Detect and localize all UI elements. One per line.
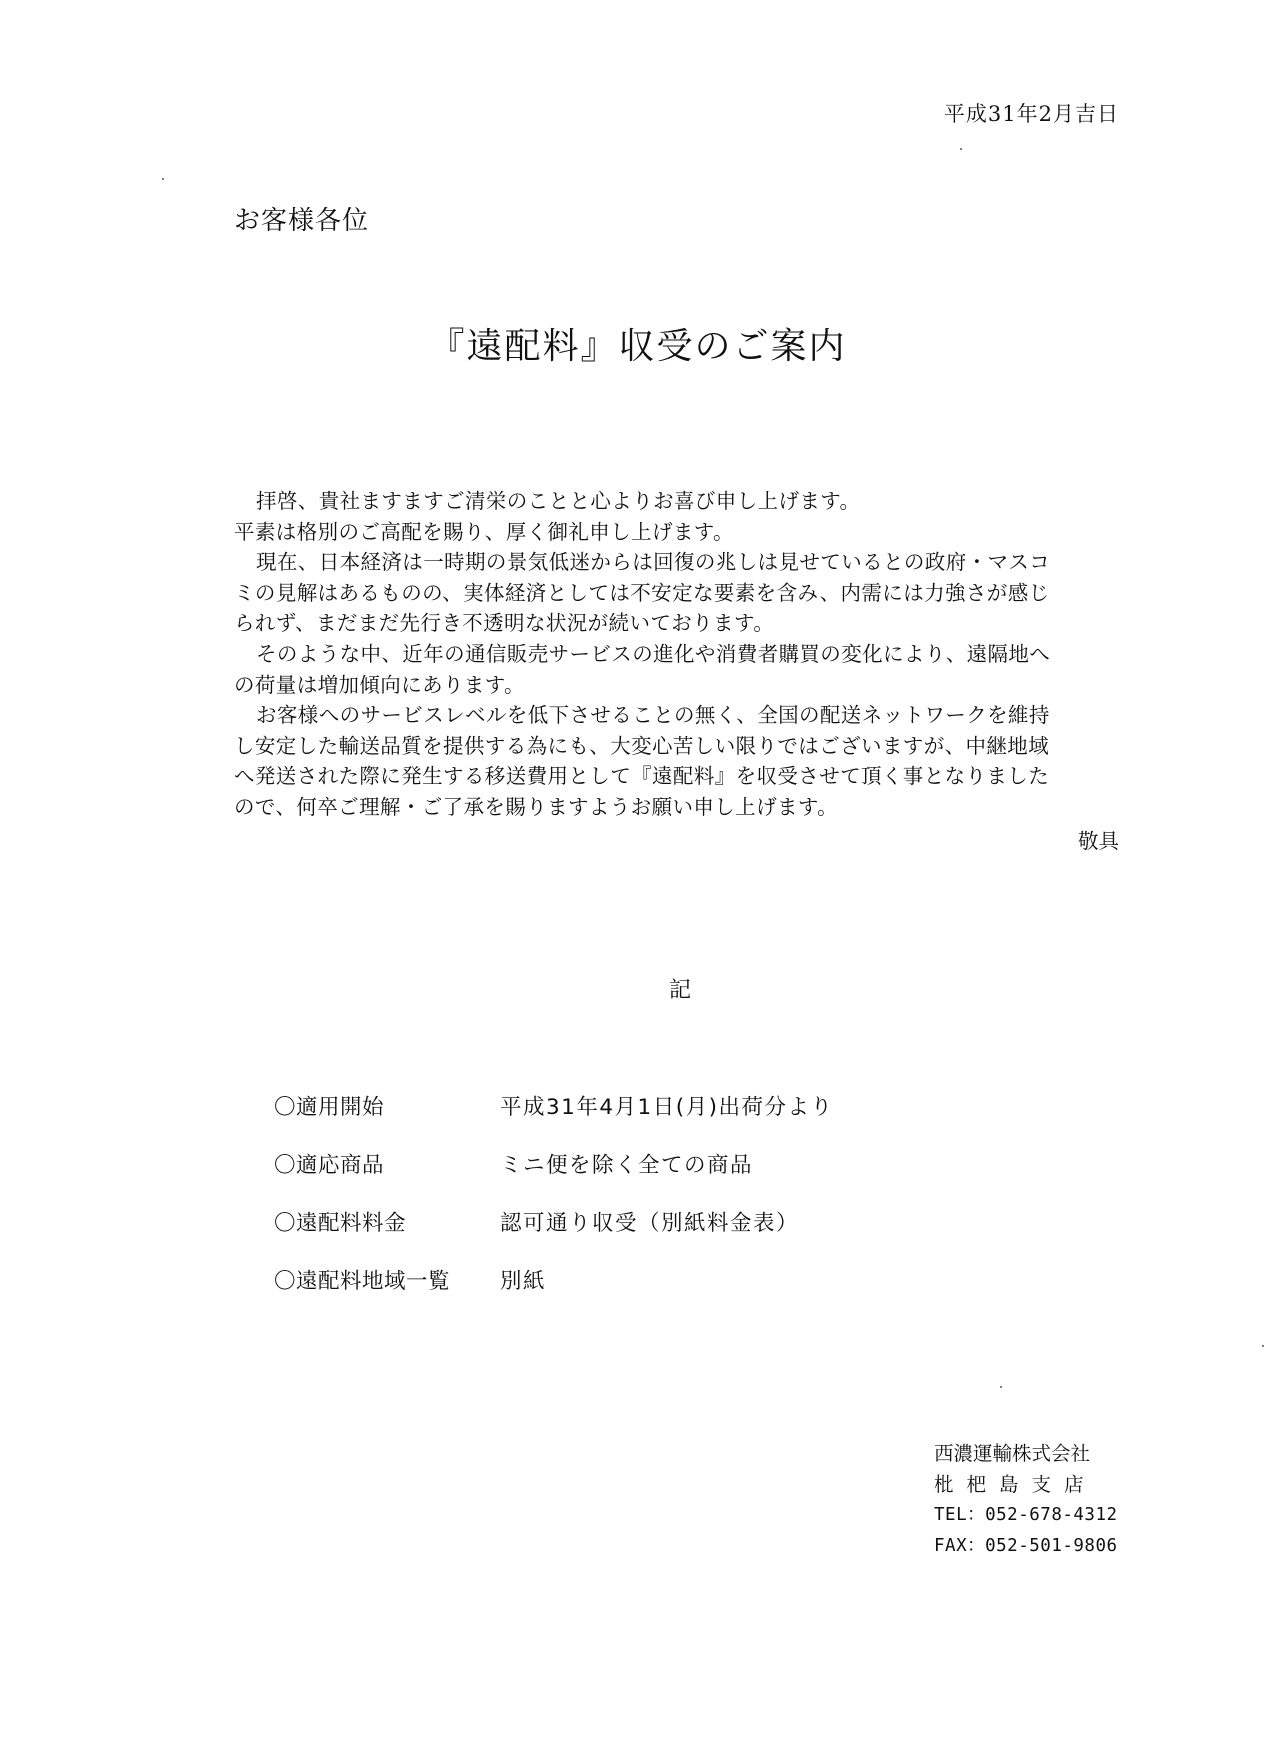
letter-closing: 敬具: [1078, 829, 1119, 853]
notice-item-label: 〇遠配料地域一覧: [274, 1269, 451, 1294]
body-line: お客様へのサービスレベルを低下させることの無く、全国の配送ネットワークを維持: [256, 703, 1050, 728]
notice-item-value: ミニ便を除く全ての商品: [500, 1153, 754, 1178]
notice-heading: 記: [668, 978, 691, 1003]
notice-item-list: [274, 1090, 834, 1322]
sender-block: [934, 1438, 1118, 1562]
notice-item-value: 認可通り収受（別紙料金表）: [500, 1211, 800, 1236]
notice-item: [274, 1206, 834, 1264]
sender-fax: FAX：052-501-9806: [934, 1536, 1118, 1556]
notice-item: [274, 1148, 834, 1206]
body-line: 平素は格別のご高配を賜り、厚く御礼申し上げます。: [234, 519, 734, 544]
document-date: 平成31年2月吉日: [943, 102, 1119, 126]
notice-item-label: 〇適用開始: [274, 1095, 385, 1120]
notice-item: [274, 1264, 834, 1322]
notice-item-value: 別紙: [500, 1269, 547, 1294]
body-line: ミの見解はあるものの、実体経済としては不安定な要素を含み、内需には力強さが感じ: [234, 580, 1050, 605]
scan-speck: [162, 178, 164, 180]
body-line: そのような中、近年の通信販売サービスの進化や消費者購買の変化により、遠隔地へ: [256, 641, 1051, 666]
sender-company-name: 西濃運輸株式会社: [934, 1442, 1091, 1465]
body-line: へ発送された際に発生する移送費用として『遠配料』を収受させて頂く事となりました: [234, 764, 1050, 789]
notice-item-label: 〇遠配料料金: [274, 1211, 407, 1236]
body-line: し安定した輸送品質を提供する為にも、大変心苦しい限りではございますが、中継地域: [234, 733, 1050, 758]
sender-branch-name: 枇杷島支店: [934, 1473, 1097, 1496]
notice-item-value: 平成31年4月1日(月)出荷分より: [500, 1095, 834, 1120]
letter-body: [234, 486, 1124, 823]
body-line: られず、まだまだ先行き不透明な状況が続いております。: [234, 611, 775, 636]
body-line: 現在、日本経済は一時期の景気低迷からは回復の兆しは見せているとの政府・マスコ: [256, 550, 1051, 575]
body-line: 拝啓、貴社ますますご清栄のことと心よりお喜び申し上げます。: [256, 489, 861, 513]
scan-speck: [1000, 1386, 1002, 1388]
scan-speck: [1262, 1345, 1264, 1347]
document-title: 『遠配料』収受のご案内: [428, 326, 847, 367]
notice-item: [274, 1090, 834, 1148]
recipient-salutation: お客様各位: [234, 206, 370, 236]
scan-speck: [960, 148, 962, 150]
body-line: ので、何卒ご理解・ご了承を賜りますようお願い申し上げます。: [234, 794, 839, 819]
body-line: の荷量は増加傾向にあります。: [234, 672, 525, 697]
sender-tel: TEL：052-678-4312: [934, 1505, 1118, 1525]
notice-item-label: 〇適応商品: [274, 1153, 385, 1178]
